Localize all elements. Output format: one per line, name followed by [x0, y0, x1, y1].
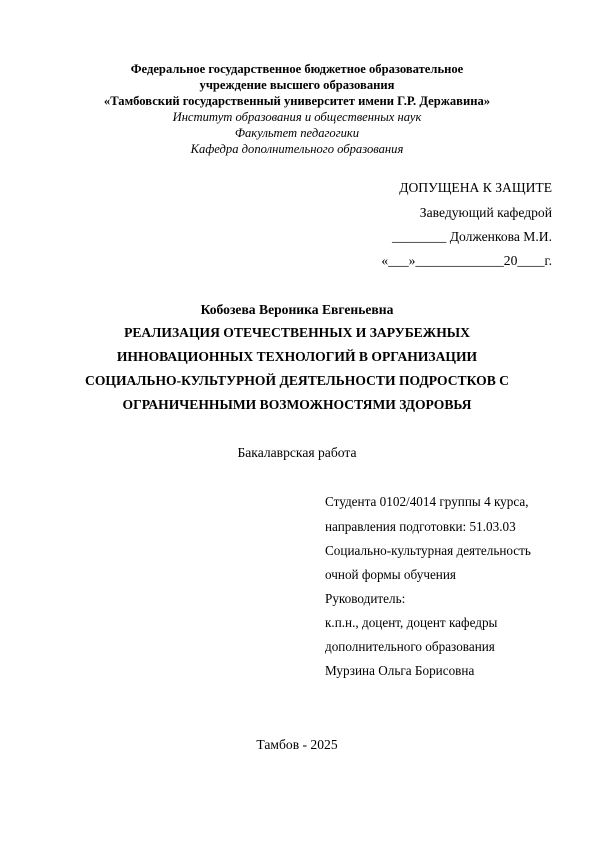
approval-role: Заведующий кафедрой [419, 205, 552, 220]
title-line-3: СОЦИАЛЬНО-КУЛЬТУРНОЙ ДЕЯТЕЛЬНОСТИ ПОДРОСТКОВ С [85, 373, 509, 388]
info-line-supervisor-name: Мурзина Ольга Борисовна [325, 663, 475, 678]
author-name: Кобозева Вероника Евгеньевна [200, 302, 394, 317]
header-line-2: учреждение высшего образования [199, 78, 395, 92]
header-institute: Институт образования и общественных наук [172, 110, 422, 124]
approval-date-line: «___»_____________20____г. [381, 253, 552, 268]
info-line-specialty: Социально-культурная деятельность [325, 543, 531, 558]
header-faculty: Факультет педагогики [234, 126, 360, 140]
header-university: «Тамбовский государственный университет имени Г.Р. Державина» [103, 94, 491, 108]
info-line-study-form: очной формы обучения [325, 567, 456, 582]
info-line-supervisor-label: Руководитель: [325, 591, 406, 606]
title-line-4: ОГРАНИЧЕННЫМИ ВОЗМОЖНОСТЯМИ ЗДОРОВЬЯ [122, 397, 472, 412]
header-line-1: Федеральное государственное бюджетное образовательное [130, 62, 464, 76]
city-year: Тамбов - 2025 [256, 737, 338, 752]
info-line-supervisor-department: дополнительного образования [325, 639, 495, 654]
title-line-1: РЕАЛИЗАЦИЯ ОТЕЧЕСТВЕННЫХ И ЗАРУБЕЖНЫХ [124, 325, 470, 340]
info-line-direction: направления подготовки: 51.03.03 [325, 519, 516, 534]
approval-status: ДОПУЩЕНА К ЗАЩИТЕ [399, 180, 552, 195]
info-line-student: Студента 0102/4014 группы 4 курса, [325, 494, 529, 509]
header-department: Кафедра дополнительного образования [190, 142, 404, 156]
approval-signature-line: ________ Долженкова М.И. [391, 229, 552, 244]
info-line-supervisor-title: к.п.н., доцент, доцент кафедры [325, 615, 498, 630]
title-line-2: ИННОВАЦИОННЫХ ТЕХНОЛОГИЙ В ОРГАНИЗАЦИИ [116, 349, 478, 364]
work-type: Бакалаврская работа [237, 445, 357, 460]
